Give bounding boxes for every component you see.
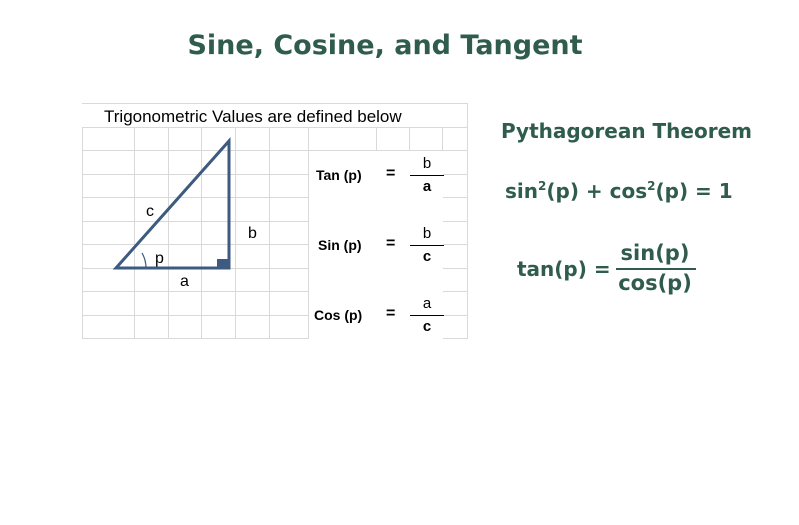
cos-numerator: a [422,295,432,312]
tan-identity-denominator: cos(p) [618,271,692,295]
label-angle-p: p [155,250,164,267]
label-side-a: a [180,273,189,290]
identity-rest: (p) = 1 [655,179,733,203]
cos-denominator: c [422,318,432,335]
sin-label: Sin (p) [318,237,362,253]
cos-fraction-bar [410,315,444,316]
identity-exponent-1: 2 [538,179,547,193]
cos-label: Cos (p) [314,307,363,323]
page-title: Sine, Cosine, and Tangent [187,30,583,61]
label-side-b: b [248,225,257,242]
tan-denominator: a [422,178,432,195]
sin-denominator: c [422,248,432,265]
identity-exponent-2: 2 [647,179,656,193]
right-angle-marker [217,259,229,268]
tan-identity-fraction-bar [616,268,696,270]
grid-caption: Trigonometric Values are defined below [104,107,402,126]
sin-fraction-bar [410,245,444,246]
sin-equals: = [386,235,396,252]
angle-arc [142,253,146,268]
tan-identity-numerator: sin(p) [620,241,690,265]
tan-numerator: b [422,155,432,172]
tan-label: Tan (p) [316,167,362,183]
sin-numerator: b [422,225,432,242]
pythagorean-identity [505,179,733,203]
pythagorean-heading: Pythagorean Theorem [501,119,752,143]
label-side-c: c [146,203,154,220]
cos-equals: = [386,305,396,322]
identity-middle: (p) + cos [546,179,648,203]
tan-fraction-bar [410,175,444,176]
tan-equals: = [386,165,396,182]
triangle-outline [116,141,229,268]
tan-identity-lhs: tan(p) = [517,257,611,281]
identity-sin: sin [505,179,538,203]
